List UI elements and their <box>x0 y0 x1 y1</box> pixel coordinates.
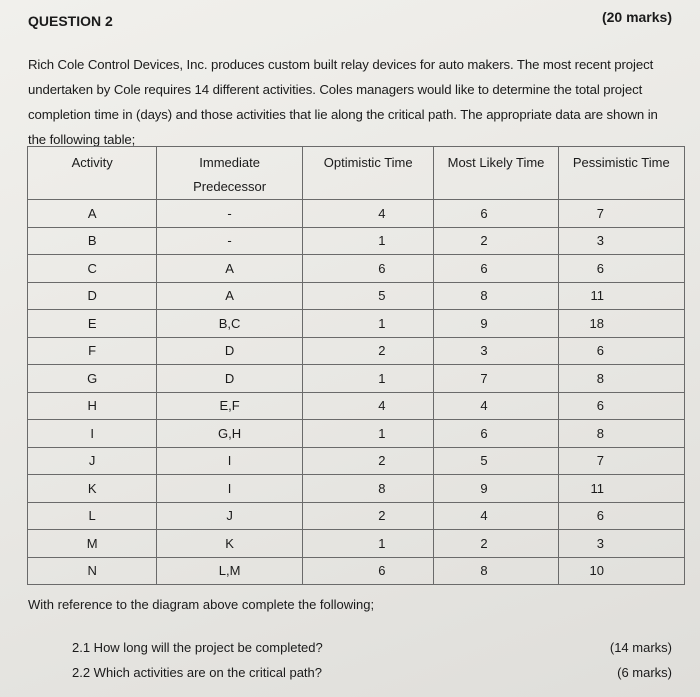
header-activity: Activity <box>28 147 157 200</box>
cell-optimistic: 5 <box>302 282 434 310</box>
cell-predecessor: I <box>157 475 303 503</box>
cell-most-likely: 8 <box>434 282 558 310</box>
cell-most-likely: 9 <box>434 475 558 503</box>
cell-activity: B <box>28 227 157 255</box>
cell-pessimistic: 10 <box>558 557 684 585</box>
cell-optimistic: 4 <box>302 200 434 228</box>
cell-optimistic: 6 <box>302 255 434 283</box>
cell-pessimistic: 7 <box>558 447 684 475</box>
cell-activity: E <box>28 310 157 338</box>
cell-pessimistic: 3 <box>558 227 684 255</box>
cell-activity: A <box>28 200 157 228</box>
cell-activity: N <box>28 557 157 585</box>
cell-pessimistic: 11 <box>558 475 684 503</box>
cell-activity: I <box>28 420 157 448</box>
question-title: QUESTION 2 <box>28 13 113 29</box>
cell-activity: G <box>28 365 157 393</box>
cell-optimistic: 1 <box>302 310 434 338</box>
cell-most-likely: 2 <box>434 227 558 255</box>
cell-activity: F <box>28 337 157 365</box>
cell-predecessor: D <box>157 365 303 393</box>
cell-most-likely: 6 <box>434 255 558 283</box>
cell-activity: J <box>28 447 157 475</box>
table-row <box>28 282 685 310</box>
question-2-1: 2.1 How long will the project be completed? <box>72 640 323 655</box>
cell-activity: D <box>28 282 157 310</box>
table-row <box>28 475 685 503</box>
cell-predecessor: D <box>157 337 303 365</box>
cell-pessimistic: 6 <box>558 337 684 365</box>
header-predecessor-line2: Predecessor <box>193 179 267 194</box>
header-most-likely: Most Likely Time <box>434 147 558 200</box>
header-predecessor <box>157 147 303 200</box>
cell-optimistic: 2 <box>302 337 434 365</box>
cell-optimistic: 4 <box>302 392 434 420</box>
cell-activity: H <box>28 392 157 420</box>
table-row <box>28 530 685 558</box>
cell-pessimistic: 6 <box>558 255 684 283</box>
cell-optimistic: 1 <box>302 365 434 393</box>
question-2-1-marks: (14 marks) <box>609 640 672 655</box>
activity-table <box>27 146 685 585</box>
cell-pessimistic: 3 <box>558 530 684 558</box>
cell-pessimistic: 8 <box>558 365 684 393</box>
table-row <box>28 255 685 283</box>
cell-predecessor: A <box>157 282 303 310</box>
cell-activity: K <box>28 475 157 503</box>
cell-pessimistic: 7 <box>558 200 684 228</box>
cell-predecessor: I <box>157 447 303 475</box>
table-row <box>28 557 685 585</box>
table-row <box>28 200 685 228</box>
cell-pessimistic: 8 <box>558 420 684 448</box>
cell-most-likely: 8 <box>434 557 558 585</box>
cell-predecessor: - <box>157 200 303 228</box>
cell-predecessor: G,H <box>157 420 303 448</box>
table-row <box>28 392 685 420</box>
cell-predecessor: A <box>157 255 303 283</box>
table-body <box>28 200 685 585</box>
cell-predecessor: B,C <box>157 310 303 338</box>
cell-pessimistic: 11 <box>558 282 684 310</box>
cell-predecessor: - <box>157 227 303 255</box>
cell-most-likely: 6 <box>434 200 558 228</box>
cell-optimistic: 2 <box>302 502 434 530</box>
cell-optimistic: 1 <box>302 227 434 255</box>
cell-most-likely: 4 <box>434 502 558 530</box>
cell-optimistic: 2 <box>302 447 434 475</box>
question-2-2: 2.2 Which activities are on the critical path? <box>72 665 323 680</box>
table-row <box>28 420 685 448</box>
cell-most-likely: 7 <box>434 365 558 393</box>
header-predecessor-line1: Immediate <box>199 155 260 170</box>
cell-most-likely: 2 <box>434 530 558 558</box>
cell-most-likely: 9 <box>434 310 558 338</box>
cell-pessimistic: 6 <box>558 502 684 530</box>
cell-pessimistic: 18 <box>558 310 684 338</box>
cell-most-likely: 5 <box>434 447 558 475</box>
question-2-2-marks: (6 marks) <box>617 665 672 680</box>
cell-predecessor: L,M <box>157 557 303 585</box>
cell-most-likely: 4 <box>434 392 558 420</box>
header-optimistic: Optimistic Time <box>302 147 434 200</box>
table-row <box>28 337 685 365</box>
table-row <box>28 227 685 255</box>
cell-activity: M <box>28 530 157 558</box>
table-row <box>28 310 685 338</box>
cell-optimistic: 1 <box>302 530 434 558</box>
table-row <box>28 365 685 393</box>
cell-most-likely: 3 <box>434 337 558 365</box>
cell-optimistic: 6 <box>302 557 434 585</box>
intro-paragraph: Rich Cole Control Devices, Inc. produces custom built relay devices for auto makers. The most recent project undertaken by Cole requires 14 different activities. Coles managers would like to determine the total project completion time in (days) and those activities that lie along the critical path. The appropriate data are shown in the following table; <box>28 57 658 147</box>
cell-optimistic: 8 <box>302 475 434 503</box>
table-row <box>28 447 685 475</box>
cell-predecessor: E,F <box>157 392 303 420</box>
cell-pessimistic: 6 <box>558 392 684 420</box>
cell-predecessor: J <box>157 502 303 530</box>
reference-text: With reference to the diagram above complete the following; <box>28 597 375 612</box>
table-row <box>28 502 685 530</box>
table-header-row <box>28 147 685 200</box>
cell-predecessor: K <box>157 530 303 558</box>
header-pessimistic: Pessimistic Time <box>558 147 684 200</box>
cell-activity: L <box>28 502 157 530</box>
cell-optimistic: 1 <box>302 420 434 448</box>
cell-activity: C <box>28 255 157 283</box>
question-marks: (20 marks) <box>601 9 672 25</box>
cell-most-likely: 6 <box>434 420 558 448</box>
